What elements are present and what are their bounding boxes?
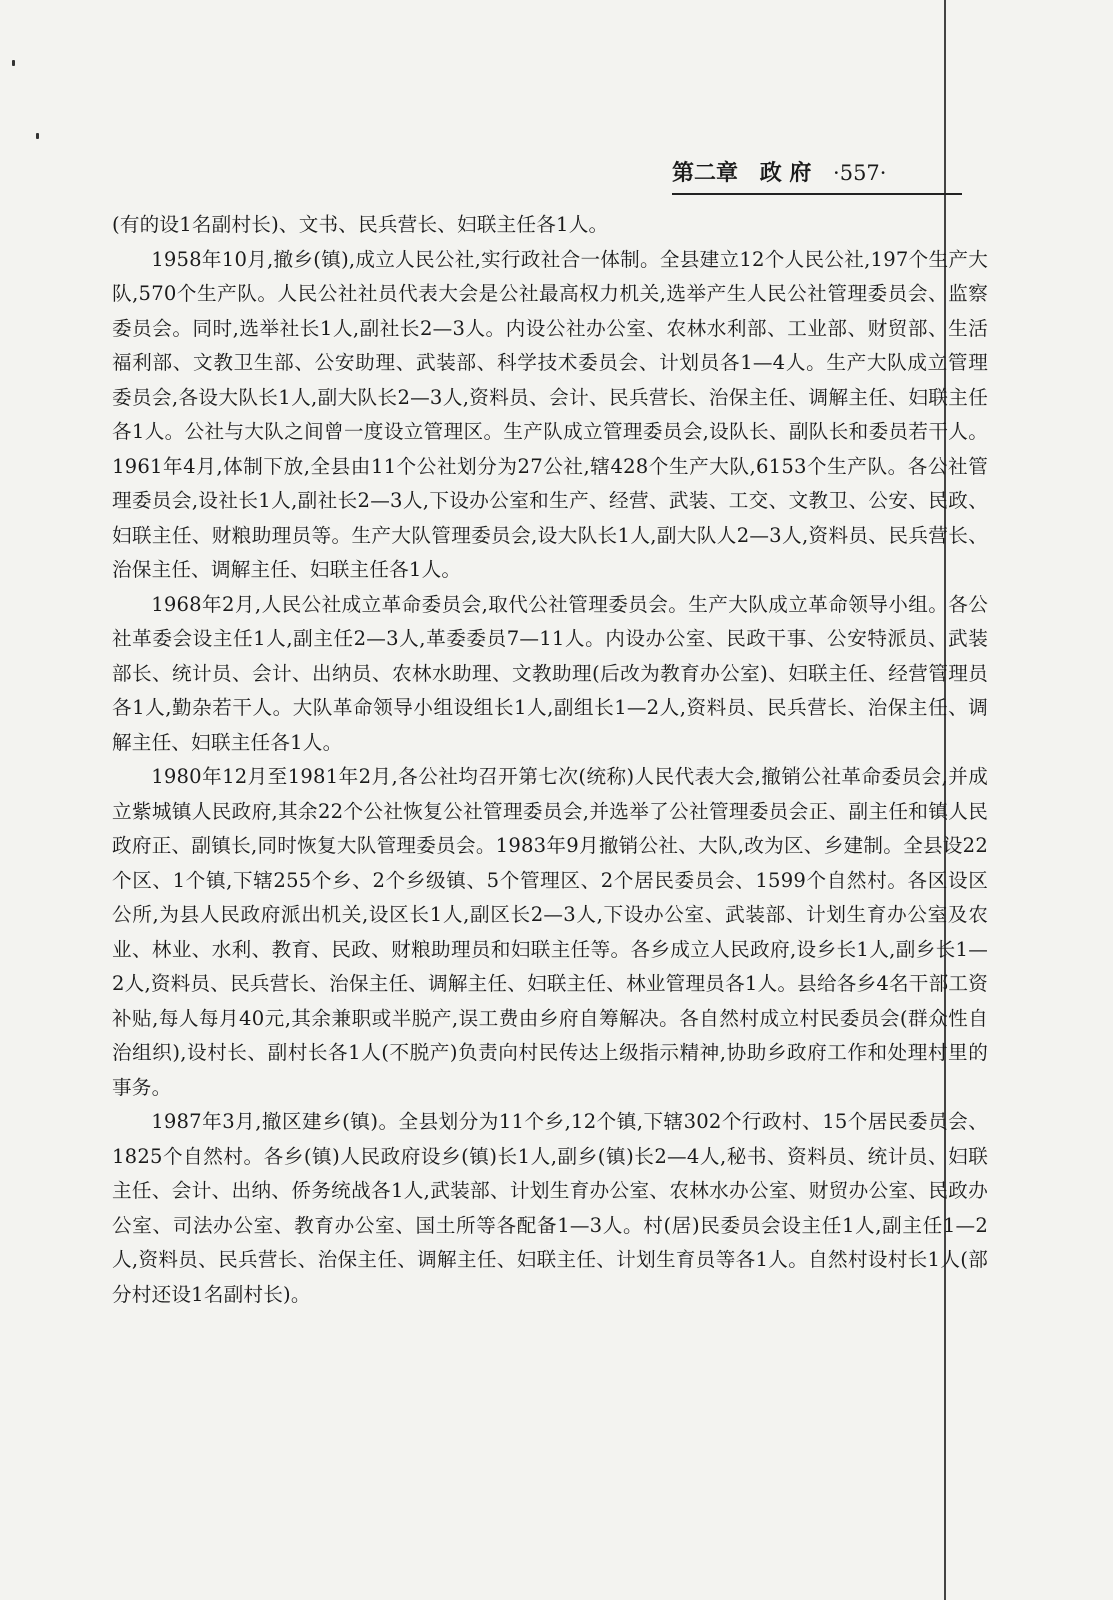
- chapter-title: 政 府: [759, 160, 812, 186]
- page-number: ·557·: [833, 161, 887, 185]
- running-header: [672, 155, 962, 191]
- paragraph-continued: (有的设1名副村长)、文书、民兵营长、妇联主任各1人。: [112, 213, 609, 236]
- body-text: [112, 208, 988, 1312]
- header-rule: [672, 193, 962, 195]
- chapter-number: 第二章: [672, 160, 739, 186]
- scan-speck: [12, 60, 15, 66]
- scan-speck: [36, 133, 39, 139]
- paragraph-1987: 1987年3月,撤区建乡(镇)。全县划分为11个乡,12个镇,下辖302个行政村、15个居民委员会、1825个自然村。各乡(镇)人民政府设乡(镇)长1人,副乡(镇)长2—4人,秘书、资料员、统计员、妇联主任、会计、出纳、侨务统战各1人,武装部、计划生育办公室、农林水办公室、财贸办公室、民政办公室、司法办公室、教育办公室、国土所等各配备1—3人。村(居)民委员会设主任1人,副主任1—2人,资料员、民兵营长、治保主任、调解主任、妇联主任、计划生育员等各1人。自然村设村长1人(部分村还设1名副村长)。: [112, 1110, 988, 1306]
- paragraph-1968: 1968年2月,人民公社成立革命委员会,取代公社管理委员会。生产大队成立革命领导小组。各公社革委会设主任1人,副主任2—3人,革委委员7—11人。内设办公室、民政干事、公安特派员、武装部长、统计员、会计、出纳员、农林水助理、文教助理(后改为教育办公室)、妇联主任、经营管理员各1人,勤杂若干人。大队革命领导小组设组长1人,副组长1—2人,资料员、民兵营长、治保主任、调解主任、妇联主任各1人。: [112, 592, 988, 754]
- paragraph-1980: 1980年12月至1981年2月,各公社均召开第七次(统称)人民代表大会,撤销公社革命委员会,并成立紫城镇人民政府,其余22个公社恢复公社管理委员会,并选举了公社管理委员会正、副主任和镇人民政府正、副镇长,同时恢复大队管理委员会。1983年9月撤销公社、大队,改为区、乡建制。全县设22个区、1个镇,下辖255个乡、2个乡级镇、5个管理区、2个居民委员会、1599个自然村。各区设区公所,为县人民政府派出机关,设区长1人,副区长2—3人,下设办公室、武装部、计划生育办公室及农业、林业、水利、教育、民政、财粮助理员和妇联主任等。各乡成立人民政府,设乡长1人,副乡长1—2人,资料员、民兵营长、治保主任、调解主任、妇联主任、林业管理员各1人。县给各乡4名干部工资补贴,每人每月40元,其余兼职或半脱产,误工费由乡府自筹解决。各自然村成立村民委员会(群众性自治组织),设村长、副村长各1人(不脱产)负责向村民传达上级指示精神,协助乡政府工作和处理村里的事务。: [112, 765, 988, 1099]
- paragraph-1958: 1958年10月,撤乡(镇),成立人民公社,实行政社合一体制。全县建立12个人民公社,197个生产大队,570个生产队。人民公社社员代表大会是公社最高权力机关,选举产生人民公社管理委员会、监察委员会。同时,选举社长1人,副社长2—3人。内设公社办公室、农林水利部、工业部、财贸部、生活福利部、文教卫生部、公安助理、武装部、科学技术委员会、计划员各1—4人。生产大队成立管理委员会,各设大队长1人,副大队长2—3人,资料员、会计、民兵营长、治保主任、调解主任、妇联主任各1人。公社与大队之间曾一度设立管理区。生产队成立管理委员会,设队长、副队长和委员若干人。1961年4月,体制下放,全县由11个公社划分为27公社,辖428个生产大队,6153个生产队。各公社管理委员会,设社长1人,副社长2—3人,下设办公室和生产、经营、武装、工交、文教卫、公安、民政、妇联主任、财粮助理员等。生产大队管理委员会,设大队长1人,副大队人2—3人,资料员、民兵营长、治保主任、调解主任、妇联主任各1人。: [112, 247, 988, 581]
